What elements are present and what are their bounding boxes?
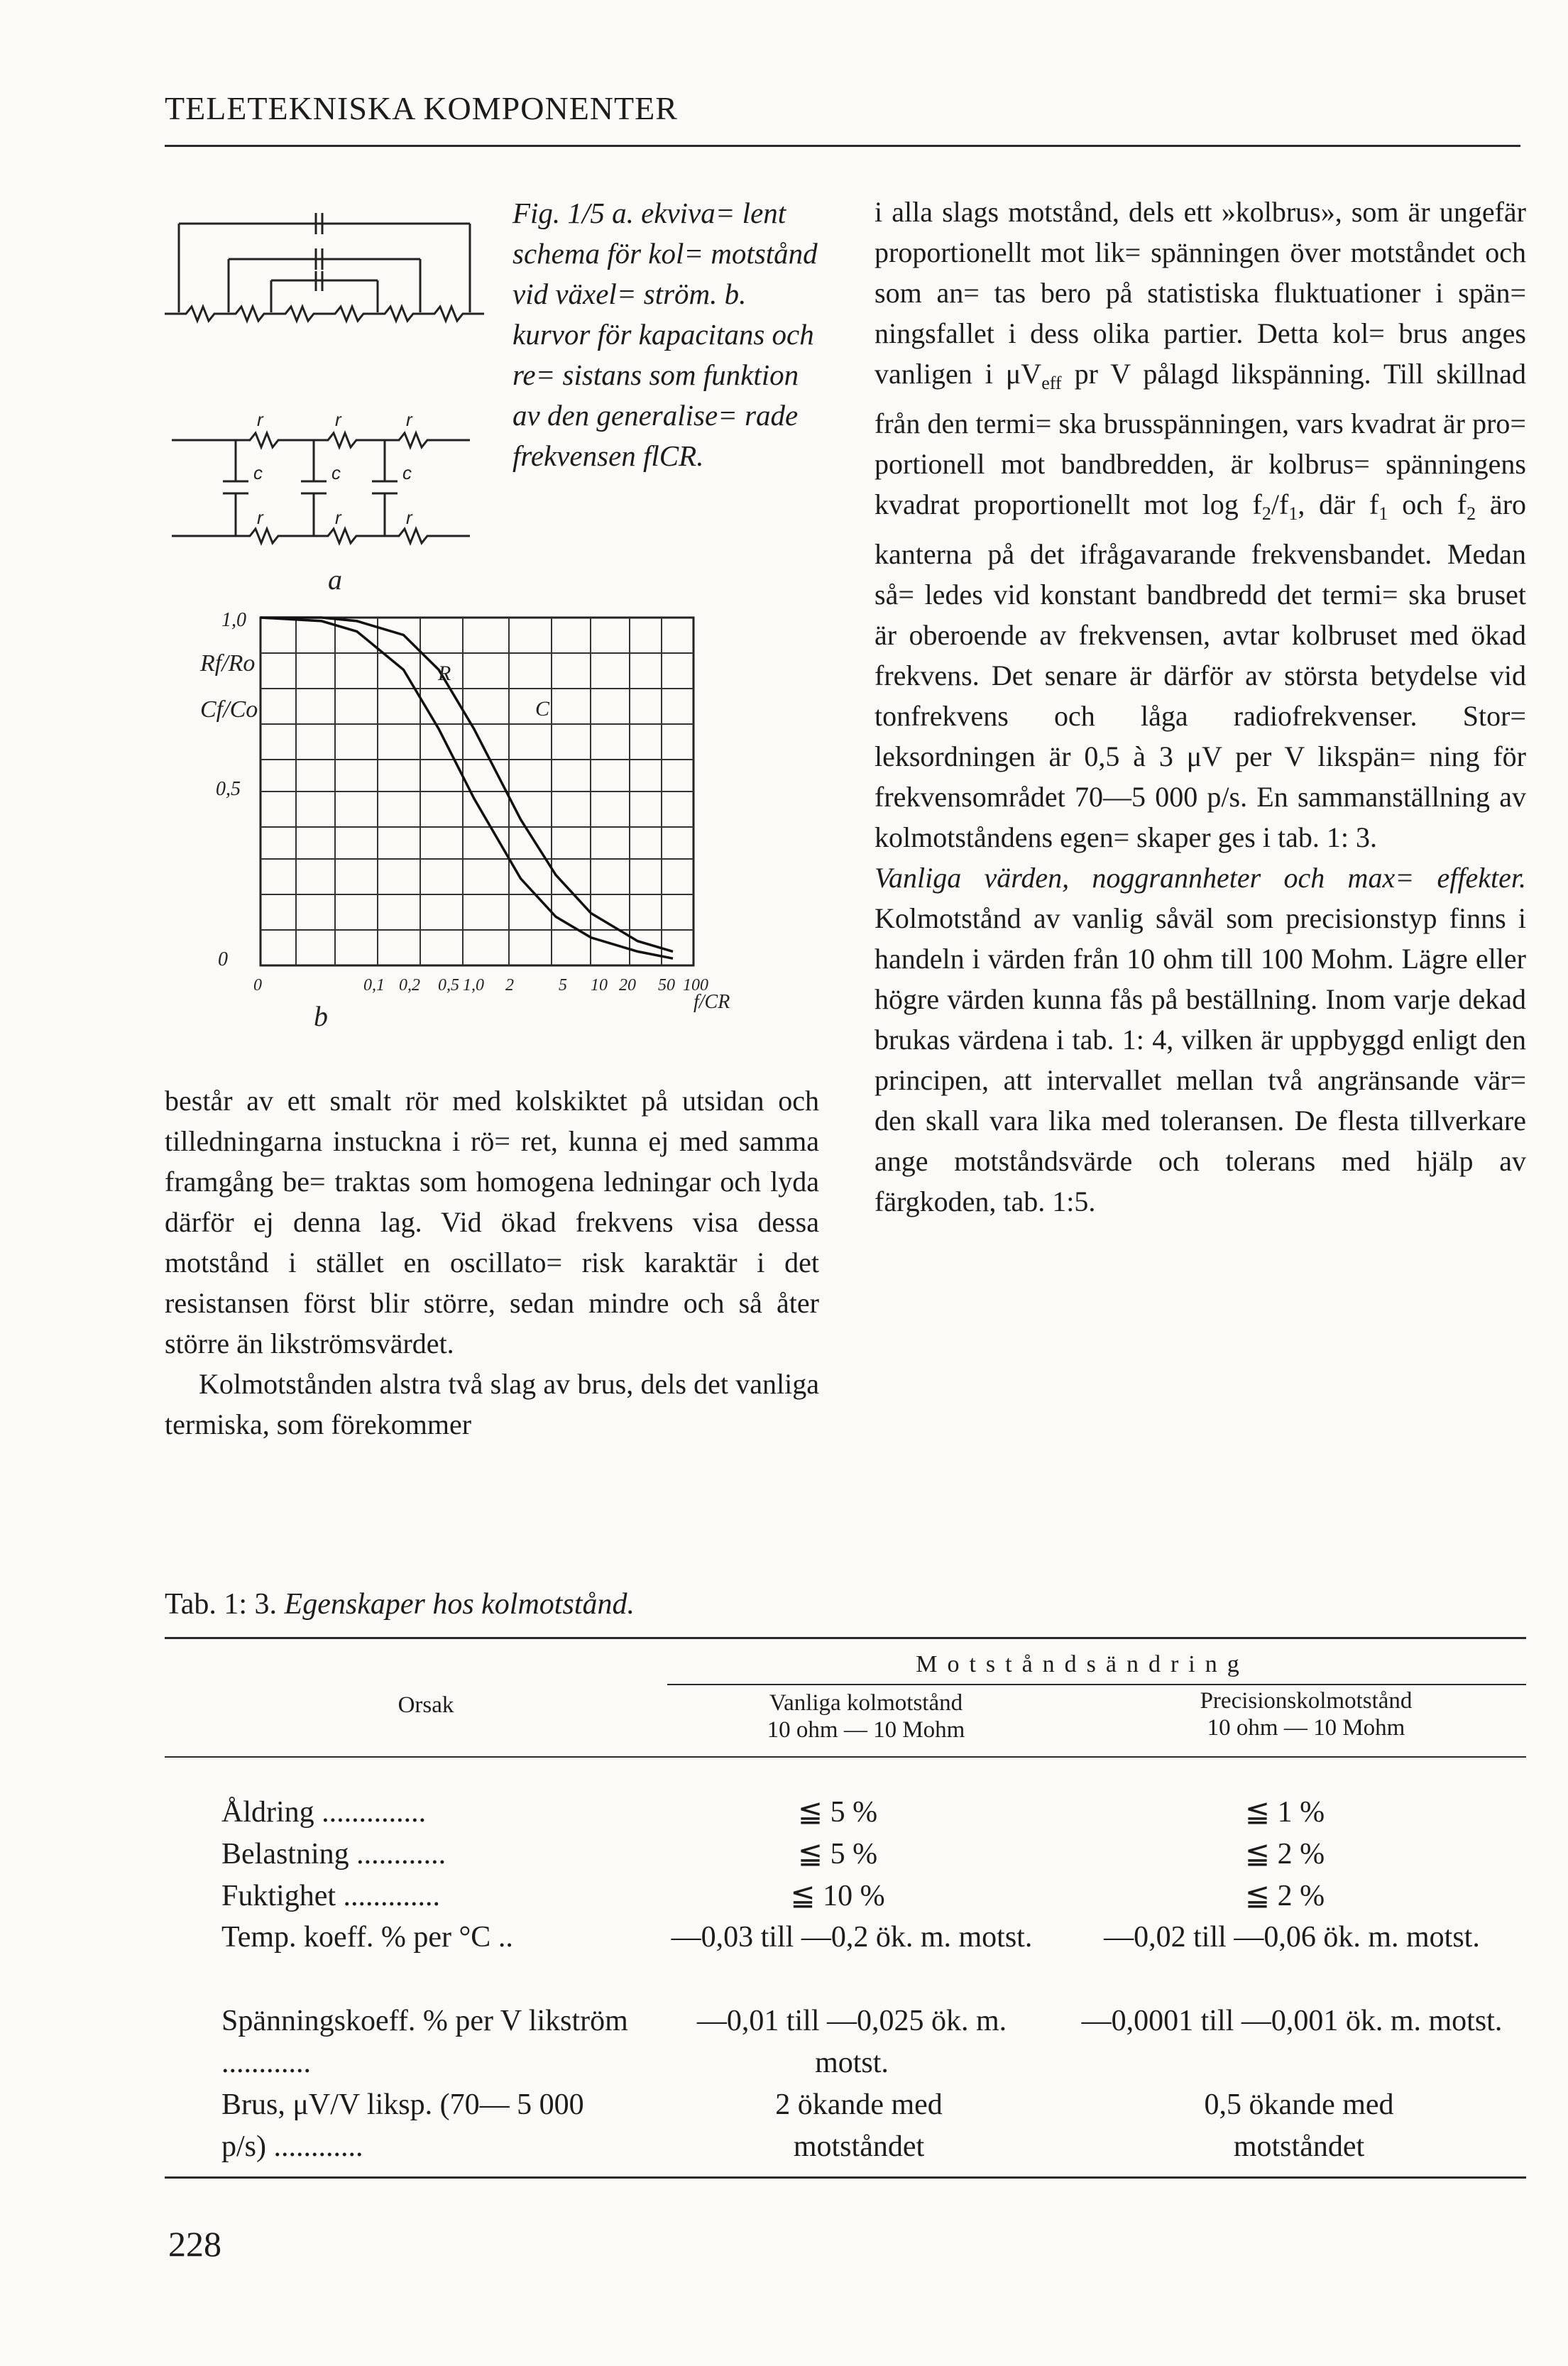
table-cell: 0,5 ökande med motståndet [1204, 2088, 1394, 2163]
table-header-orsak: Orsak [398, 1692, 454, 1718]
y-label-0: 0 [218, 948, 228, 970]
x-unit-label: f/CR [693, 991, 730, 1013]
x-tick: 20 [619, 976, 636, 995]
right-column [875, 192, 1526, 1222]
table-group-rule [667, 1684, 1526, 1685]
circuit-label-c2: c [331, 462, 341, 483]
curve-label-r: R [438, 662, 451, 685]
figure-label-b: b [314, 1000, 328, 1032]
circuit-1-inner [229, 259, 420, 312]
table-row-label: Temp. koeff. % per °C .. [221, 1921, 513, 1954]
table-cell: ≦ 5 % [797, 1796, 878, 1829]
circuit-label-c3: c [402, 462, 412, 483]
table-cell: 2 ökande med motståndet [775, 2088, 943, 2163]
table-title: Tab. 1: 3. Egenskaper hos kolmotstånd. [165, 1588, 635, 1621]
curve-label-c: C [535, 697, 550, 721]
y-label-0-5: 0,5 [216, 778, 241, 800]
circuit-label-r5: r [335, 507, 341, 528]
table-cell: ≦ 10 % [790, 1880, 885, 1912]
section-lead: Vanliga värden, noggrannheter och max= effekter. [875, 862, 1526, 894]
table-row-label: Fuktighet ............. [221, 1880, 441, 1912]
circuit-label-c1: c [253, 462, 263, 483]
table-header-col2: Precisionskolmotstånd 10 ohm — 10 Mohm [1200, 1688, 1413, 1741]
circuit-2-top-line [172, 433, 470, 447]
table-group-header: Motståndsändring [916, 1651, 1249, 1677]
circuit-label-r4: r [257, 507, 263, 528]
left-paragraph-2: Kolmotstånden alstra två slag av brus, dels det vanliga termiska, som förekommer [165, 1368, 819, 1440]
curve-r [261, 618, 673, 958]
x-tick: 0,1 [363, 976, 385, 995]
figure-label-a: a [328, 564, 342, 596]
table-header-rule [165, 1756, 1526, 1758]
table-row-label: Belastning ............ [221, 1838, 446, 1871]
table-cell: ≦ 2 % [1244, 1880, 1325, 1912]
table-cell: ≦ 2 % [1244, 1838, 1325, 1871]
circuit-label-r2: r [335, 409, 341, 430]
x-tick: 0,5 [438, 976, 459, 995]
y-label-1-0: 1,0 [221, 609, 246, 631]
right-paragraph-1: i alla slags motstånd, dels ett »kolbrus», som är ungefär proportionellt mot lik= spänningen över motståndet och som an= tas bero på statistiska fluktuationer i spän= ningsfallet i dess olika partier. Detta kol= brus anges vanligen i $\mu V_{eff}$ pr V pålagd likspänning. Till skillnad från den termi= ska brusspänningen, vars kvadrat är pro= portionell mot bandbredden, är kolbrus= spänningens kvadrat proportionellt mot $\log f_2/f_1$, där $f_1$ och $f_2$ äro kanterna på det ifrågavarande frekvensbandet. Medan så= ledes vid konstant bandbredd det termi= ska bruset är oberoende av frekvensen, avtar kolbruset med ökad frekvens. Det senare är därför av största betydelse vid tonfrekvens och låga radiofrekvenser. Stor= leksordningen är 0,5 à 3 μV per V likspän= ning för frekvensområdet 70—5 000 p/s. En sammanställning av kolmotståndens egen= skaper ges i tab. 1: 3. [875, 196, 1527, 853]
x-tick: 2 [505, 976, 514, 995]
x-tick: 10 [591, 976, 608, 995]
table-cell: —0,02 till —0,06 ök. m. motst. [1104, 1921, 1480, 1954]
header-rule [165, 145, 1520, 147]
x-tick: 1,0 [463, 976, 484, 995]
left-column [165, 1080, 819, 1445]
table-row-label: Spänningskoeff. % per V likström ............ [221, 2005, 628, 2079]
y-label-rf-ro: Rf/Ro [200, 650, 256, 677]
table-cell: ≦ 1 % [1244, 1796, 1325, 1829]
circuit-label-r1: r [257, 409, 263, 430]
x-tick-labels [253, 976, 708, 995]
table-header-col1: Vanliga kolmotstånd 10 ohm — 10 Mohm [767, 1690, 965, 1743]
x-tick: 100 [683, 976, 708, 995]
page-number: 228 [168, 2224, 221, 2264]
chart-grid [261, 618, 693, 965]
table-cell: ≦ 5 % [797, 1838, 878, 1871]
table-cell: —0,03 till —0,2 ök. m. motst. [671, 1921, 1033, 1954]
figure-caption: Fig. 1/5 a. ekviva= lent schema för kol= motstånd vid växel= ström. b. kurvor för kapacitans och re= sistans som funktion av den generalise= rade frekvensen flCR. [512, 197, 818, 472]
x-tick: 5 [559, 976, 567, 995]
left-paragraph-1: består av ett smalt rör med kolskiktet på utsidan och tilledningarna instuckna i rö= ret, kunna ej med samma framgång be= traktas som homogena ledningar och lyda därför ej denna lag. Vid ökad frekvens visa dessa motstånd i stället en oscillato= risk karaktär i det resistansen först blir större, sedan mindre och så åter större än likströmsvärdet. [165, 1085, 819, 1359]
table-row-label: Åldring .............. [221, 1796, 427, 1829]
circuit-2-bottom-line [172, 529, 470, 543]
table-bottom-rule [165, 2176, 1526, 2179]
table-cell: —0,0001 till —0,001 ök. m. motst. [1081, 2005, 1503, 2037]
circuit-label-r3: r [406, 409, 412, 430]
x-tick: 0,2 [399, 976, 420, 995]
y-label-cf-co: Cf/Co [200, 696, 258, 723]
page-header: TELETEKNISKA KOMPONENTER [165, 90, 678, 126]
table-cell: —0,01 till —0,025 ök. m. motst. [696, 2005, 1007, 2079]
x-tick: 50 [658, 976, 675, 995]
table-row-label: Brus, μV/V liksp. (70— 5 000 p/s) ............ [221, 2088, 584, 2163]
x-tick: 0 [253, 976, 262, 995]
circuit-2-shunts [223, 440, 398, 536]
circuit-label-r6: r [406, 507, 412, 528]
circuit-1-resistor-line [165, 307, 484, 321]
right-paragraph-2: Vanliga värden, noggrannheter och max= effekter. Kolmotstånd av vanlig såväl som precisionstyp finns i handeln i värden från 10 ohm till 100 Mohm. Lägre eller högre värden kunna fås på beställning. Inom varje dekad brukas värdena i tab. 1: 4, vilken är uppbyggd enligt den principen, att intervallet mellan två angränsande vär= den skall vara lika med toleransen. De flesta tillverkare ange motståndsvärde och tolerans med hjälp av färgkoden, tab. 1:5. [875, 862, 1526, 1217]
table-top-rule [165, 1637, 1526, 1639]
